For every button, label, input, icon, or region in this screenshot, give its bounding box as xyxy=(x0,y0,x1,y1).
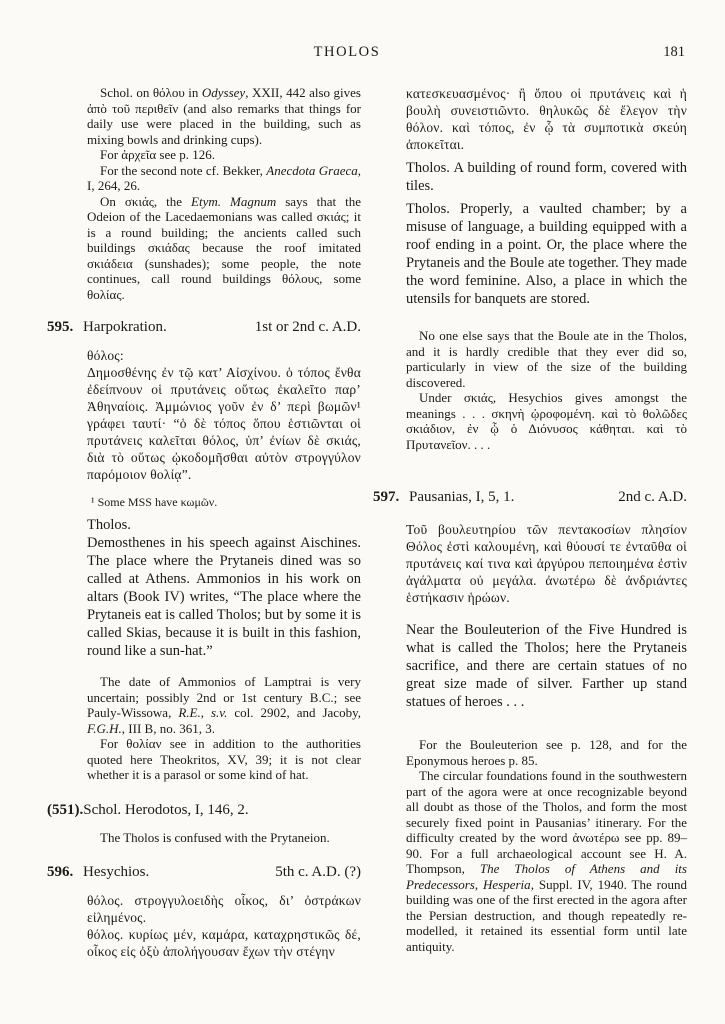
entry-595-heading xyxy=(47,318,361,337)
right-column xyxy=(373,85,687,960)
entry-597-commentary xyxy=(406,737,687,954)
translation-text: Tholos. A building of round form, covered with tiles. xyxy=(406,160,687,194)
entry-596-commentary xyxy=(406,328,687,452)
entry-date: 2nd c. A.D. xyxy=(618,489,687,505)
entry-number: 596. xyxy=(47,864,74,880)
page-header xyxy=(47,44,687,64)
greek-text: Δημοσθένης ἐν τῷ κατ’ Αἰσχίνου. ὁ τόπος ἔνθα ἐδείπνουν οἱ πρυτάνεις οὕτως ἐκαλεῖτο παρ’ Ἀθηναίοις. Ἀμμώνιος γοῦν ἐν δ’ περὶ βωμῶν¹ γράφει ταυτί· “ὁ δὲ τόπος ὅπου ἑστιῶνται οἱ πρυτάνεις καλεῖται θόλος, ὑπ’ ἐνίων δὲ σκιάς, διὰ τὸ οὕτως ᾠκοδομῆσθαι αὐτὸν στρογγύλον παρόμοιον θολίᾳ”. xyxy=(87,365,361,482)
text-columns xyxy=(47,85,687,960)
entry-number: (551). xyxy=(47,801,84,818)
entry-number: 595. xyxy=(47,319,74,335)
entry-596-heading xyxy=(47,863,361,882)
entry-551-title xyxy=(47,801,249,820)
greek-text: θόλος. κυρίως μέν, καμάρα, καταχρηστικῶς δέ, οἶκος εἰς ὀξὺ ἀπολήγουσαν ἔχων τὴν στέγην xyxy=(87,927,361,959)
entry-date: 5th c. A.D. (?) xyxy=(275,864,361,880)
scholium-note-block xyxy=(87,85,361,302)
greek-text: θόλος. στρογγυλοειδὴς οἶκος, δι’ ὀστράκων εἰλημένος. xyxy=(87,893,361,925)
entry-551-commentary xyxy=(87,830,361,846)
entry-597-heading xyxy=(373,488,687,507)
entry-595-translation xyxy=(87,516,361,660)
entry-source: Hesychios. xyxy=(83,864,150,880)
paragraph: For the Bouleuterion see p. 128, and for the Eponymous heroes p. 85. xyxy=(406,737,687,768)
paragraph: The date of Ammonios of Lamptrai is very uncertain; possibly 2nd or 1st century B.C.; see Pauly-Wissowa, R.E., s.v. col. 2902, and Jacoby, F.G.H., III B, no. 361, 3. xyxy=(87,674,361,736)
entry-596-greek-quotation xyxy=(87,892,361,960)
entry-source: Harpokration. xyxy=(83,319,167,335)
translation-text: Near the Bouleuterion of the Five Hundred is what is called the Tholos; here the Prytaneis sacrifice, and there are certain statues of no great size made of silver. Farther up stand statues of heroes . . . xyxy=(406,622,687,710)
paragraph: For the second note cf. Bekker, Anecdota Graeca, I, 264, 26. xyxy=(87,162,361,193)
footnote-text: ¹ Some MSS have κωμῶν. xyxy=(91,495,218,509)
paragraph: The circular foundations found in the southwestern part of the agora were at once recognizable beyond all doubt as those of the Tholos, and form the most securely fixed point in Pausanias’ itinerary. For the difficulty created by the word ἀνωτέρω see pp. 89–90. For a full archaeological account see H. A. Thompson, The Tholos of Athens and its Predecessors, Hesperia, Suppl. IV, 1940. The round building was one of the first erected in the agora after the Persian destruction, and though repeatedly re-modelled, it retained its essential form until late antiquity. xyxy=(406,768,687,954)
entry-595-title xyxy=(47,318,167,337)
entry-597-title xyxy=(373,488,514,507)
running-title: THOLOS xyxy=(313,44,381,60)
translation-text: Tholos. Properly, a vaulted chamber; by a misuse of language, a building equipped with a roof ending in a point. Or, the place where the Prytaneis and the Boule ate together. They made the word feminine. Also, a place in which the utensils for banquets are stored. xyxy=(406,201,687,307)
entry-596-greek-continuation xyxy=(406,85,687,153)
entry-596-title xyxy=(47,863,149,882)
entry-597-greek-quotation xyxy=(406,521,687,606)
entry-595-greek-quotation xyxy=(87,347,361,483)
greek-text: Τοῦ βουλευτηρίου τῶν πεντακοσίων πλησίον Θόλος ἐστὶ καλουμένη, καὶ θύουσί τε ἐνταῦθα οἱ πρυτάνεις καί τινα καὶ ἀργύρου πεποιημένα ἐστὶν ἀγάλματα οὐ μεγάλα. ἀνωτέρω δὲ ἀνδριάντες ἑστήκασιν ἡρώων. xyxy=(406,522,687,605)
paragraph: No one else says that the Boule ate in the Tholos, and it is hardly credible that they ever did so, particularly in view of the size of the building discovered. xyxy=(406,328,687,390)
entry-595-commentary xyxy=(87,674,361,783)
greek-lemma: θόλος: xyxy=(87,348,124,363)
paragraph: On σκιάς, the Etym. Magnum says that the Odeion of the Lacedaemonians was called σκιάς; it is a round building; the ancients called such buildings σκιάδας because the roof imitated σκιάδεια (sunshades); some people, the note continues, call round buildings θόλους, some θολίας. xyxy=(87,193,361,302)
entry-596-translation xyxy=(406,159,687,308)
entry-number: 597. xyxy=(373,489,400,505)
paragraph: The Tholos is confused with the Prytaneion. xyxy=(100,829,330,845)
entry-date: 1st or 2nd c. A.D. xyxy=(254,319,361,335)
entry-597-translation xyxy=(406,621,687,711)
entry-595-footnote xyxy=(87,495,361,510)
left-column xyxy=(47,85,361,960)
entry-551-heading xyxy=(47,801,361,820)
paragraph: For ἀρχεῖα see p. 126. xyxy=(100,147,215,162)
paragraph: Schol. on θόλου in Odyssey, XXII, 442 also gives ἀπὸ τοῦ περιθεῖν (and also remarks that things for daily use were placed in the building, such as mixing bowls and drinking cups). xyxy=(87,85,361,147)
paragraph: Under σκιάς, Hesychios gives amongst the meanings . . . σκηνὴ ᾠροφομένη. καὶ τὸ θολῶδες σκιάδιον, ἐν ᾧ ὁ Διόνυσος κάθηται. καὶ τὸ Πρυτανεῖον. . . . xyxy=(406,390,687,452)
entry-source: Pausanias, I, 5, 1. xyxy=(409,489,515,505)
greek-text: κατεσκευασμένος· ἢ ὅπου οἱ πρυτάνεις καὶ ἡ βουλὴ συνειστιῶντο. θηλυκῶς δὲ ἔλεγον τὴν θόλον. καὶ τόπος, ἐν ᾧ τὰ συμποτικὰ σκεύη ἀποκεῖται. xyxy=(406,86,687,152)
translation-lemma: Tholos. xyxy=(87,517,131,533)
paragraph: For θολίαν see in addition to the authorities quoted here Theokritos, XV, 39; it is not clear whether it is a parasol or some kind of hat. xyxy=(87,736,361,782)
translation-text: Demosthenes in his speech against Aischines. The place where the Prytaneis dined was so called at Athens. Ammonios in his work on altars (Book IV) writes, “The place where the Prytaneis eat is called Tholos; but by some it is called Skias, because it is built in this fashion, round like a sun-hat.” xyxy=(87,535,361,659)
page-number: 181 xyxy=(663,44,685,60)
entry-source: Schol. Herodotos, I, 146, 2. xyxy=(83,801,249,818)
